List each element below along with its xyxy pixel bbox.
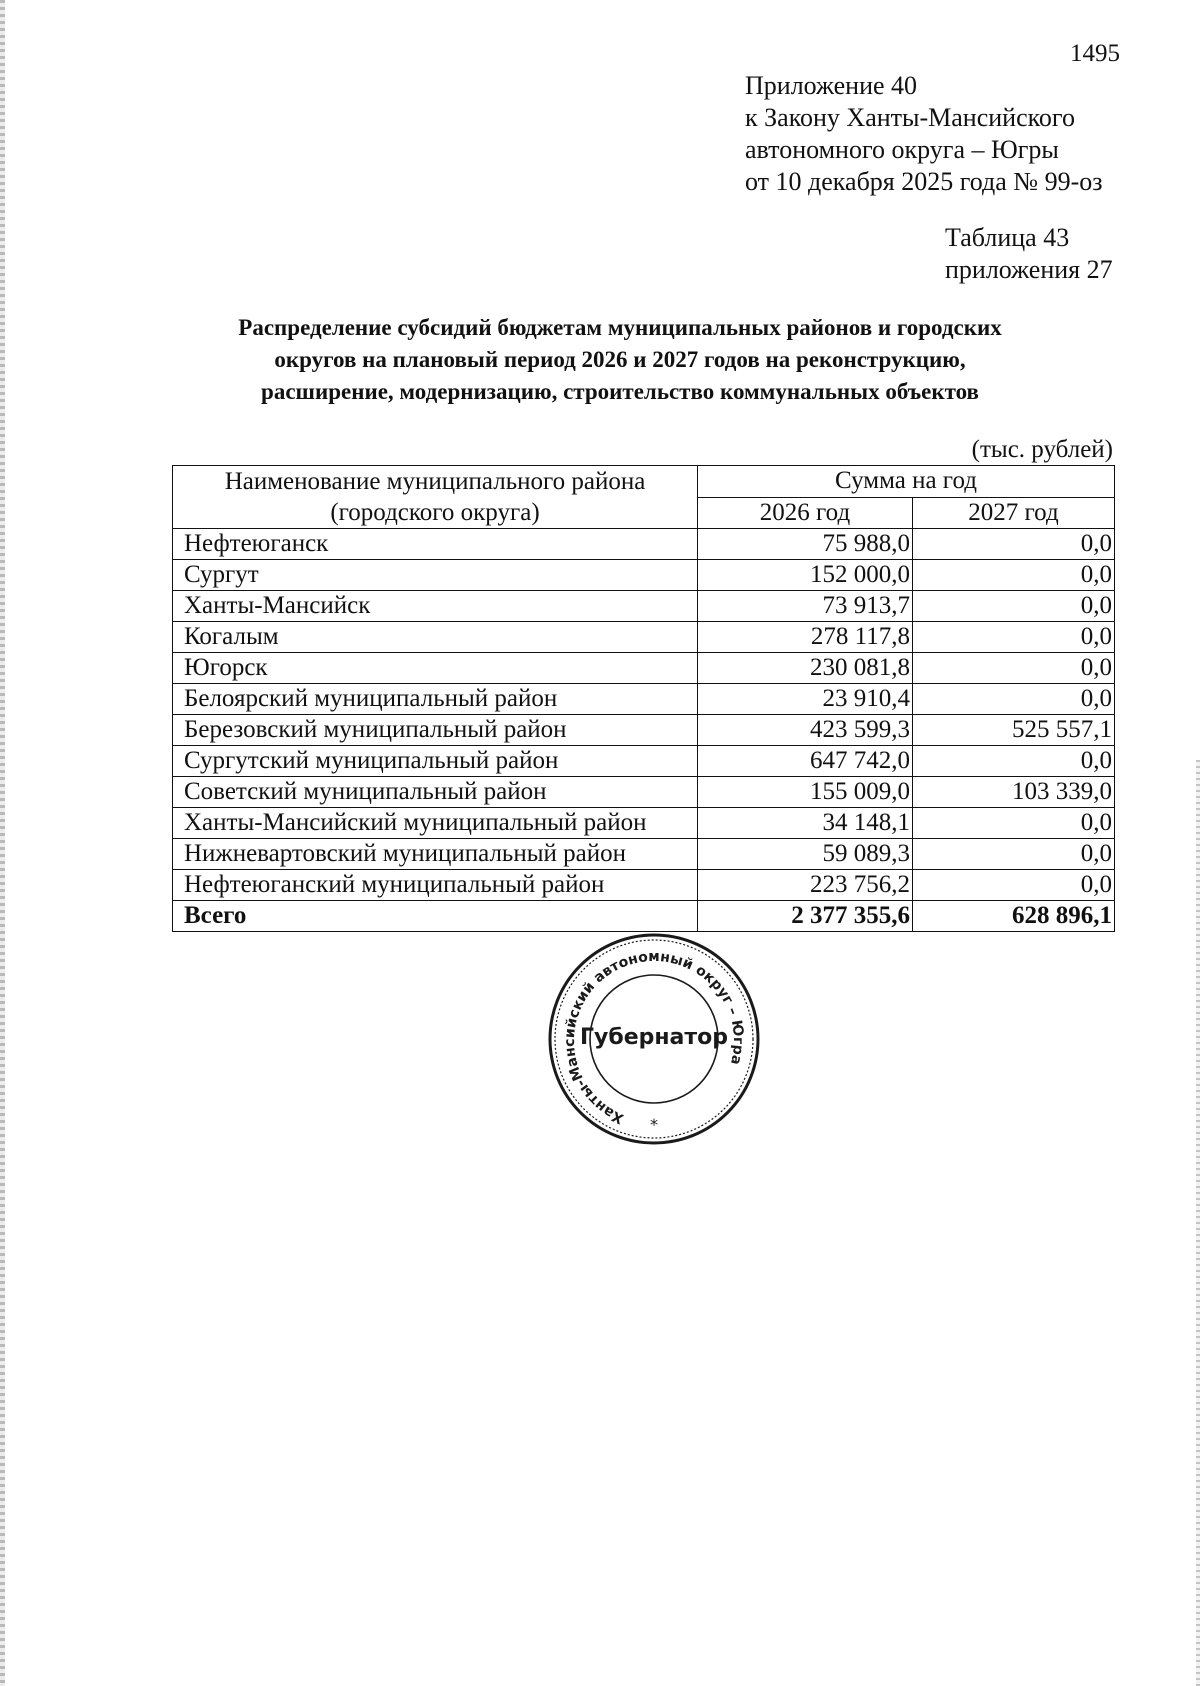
cell-amount-2027: 0,0 [913, 870, 1115, 901]
table-ref-line: приложения 27 [945, 255, 1113, 284]
cell-district-name: Когалым [173, 622, 698, 653]
table-row [173, 591, 1115, 622]
title-line: расширение, модернизацию, строительство коммунальных объектов [261, 379, 979, 404]
title-line: округов на плановый период 2026 и 2027 годов на реконструкцию, [274, 347, 966, 372]
cell-amount-2026: 155 009,0 [698, 777, 913, 808]
table-row [173, 715, 1115, 746]
cell-amount-2027: 0,0 [913, 560, 1115, 591]
table-row [173, 839, 1115, 870]
table-body [173, 529, 1115, 932]
cell-district-name: Белоярский муниципальный район [173, 684, 698, 715]
table-row [173, 653, 1115, 684]
cell-amount-2026: 59 089,3 [698, 839, 913, 870]
cell-amount-2027: 0,0 [913, 839, 1115, 870]
cell-district-name: Ханты-Мансийский муниципальный район [173, 808, 698, 839]
cell-district-name: Югорск [173, 653, 698, 684]
cell-amount-2026: 34 148,1 [698, 808, 913, 839]
cell-district-name: Сургут [173, 560, 698, 591]
cell-district-name: Советский муниципальный район [173, 777, 698, 808]
appendix-line: от 10 декабря 2025 года № 99-оз [745, 167, 1103, 196]
column-header-name-line2: (городского округа) [330, 499, 540, 526]
column-header-2027: 2027 год [913, 497, 1115, 529]
table-ref-line: Таблица 43 [945, 223, 1070, 252]
cell-amount-2027: 0,0 [913, 529, 1115, 560]
column-header-name-line1: Наименование муниципального района [224, 468, 646, 495]
total-2026: 2 377 355,6 [698, 901, 913, 932]
subsidy-table [172, 465, 1115, 932]
document-title [160, 312, 1080, 408]
appendix-line: автономного округа – Югры [745, 135, 1059, 164]
scan-left-edge [0, 0, 5, 1686]
appendix-line: к Закону Ханты-Мансийского [745, 103, 1075, 132]
seal-center-text: Губернатор [579, 1025, 729, 1050]
total-label: Всего [173, 901, 698, 932]
seal-ring-text: Ханты-Мансийский автономный округ – Югра [561, 948, 747, 1127]
cell-amount-2027: 103 339,0 [913, 777, 1115, 808]
cell-district-name: Нефтеюганск [173, 529, 698, 560]
cell-amount-2026: 230 081,8 [698, 653, 913, 684]
page-number: 1495 [1070, 40, 1120, 67]
table-row [173, 746, 1115, 777]
table-row [173, 622, 1115, 653]
cell-amount-2026: 223 756,2 [698, 870, 913, 901]
cell-amount-2026: 23 910,4 [698, 684, 913, 715]
cell-amount-2027: 525 557,1 [913, 715, 1115, 746]
cell-district-name: Нефтеюганский муниципальный район [173, 870, 698, 901]
cell-amount-2027: 0,0 [913, 746, 1115, 777]
table-reference [945, 222, 1185, 286]
cell-amount-2027: 0,0 [913, 591, 1115, 622]
table-row [173, 529, 1115, 560]
title-line: Распределение субсидий бюджетам муниципальных районов и городских [238, 315, 1002, 340]
cell-amount-2027: 0,0 [913, 684, 1115, 715]
column-header-sum: Сумма на год [698, 466, 1115, 498]
table-row [173, 684, 1115, 715]
cell-amount-2026: 278 117,8 [698, 622, 913, 653]
cell-district-name: Нижневартовский муниципальный район [173, 839, 698, 870]
cell-district-name: Ханты-Мансийск [173, 591, 698, 622]
seal-star: * [650, 1115, 658, 1134]
cell-amount-2026: 73 913,7 [698, 591, 913, 622]
cell-amount-2026: 75 988,0 [698, 529, 913, 560]
cell-amount-2027: 0,0 [913, 622, 1115, 653]
cell-amount-2026: 647 742,0 [698, 746, 913, 777]
table-row [173, 870, 1115, 901]
table-row [173, 808, 1115, 839]
column-header-2026: 2026 год [698, 497, 913, 529]
column-header-name [173, 466, 698, 529]
cell-amount-2026: 152 000,0 [698, 560, 913, 591]
cell-amount-2026: 423 599,3 [698, 715, 913, 746]
table-row [173, 560, 1115, 591]
cell-district-name: Березовский муниципальный район [173, 715, 698, 746]
cell-district-name: Сургутский муниципальный район [173, 746, 698, 777]
cell-amount-2027: 0,0 [913, 808, 1115, 839]
cell-amount-2027: 0,0 [913, 653, 1115, 684]
scan-right-edge [1196, 760, 1200, 1686]
table-row [173, 777, 1115, 808]
appendix-line: Приложение 40 [745, 71, 918, 100]
units-note: (тыс. рублей) [971, 436, 1113, 463]
appendix-reference [745, 70, 1185, 198]
governor-seal [538, 924, 770, 1154]
total-2027: 628 896,1 [913, 901, 1115, 932]
